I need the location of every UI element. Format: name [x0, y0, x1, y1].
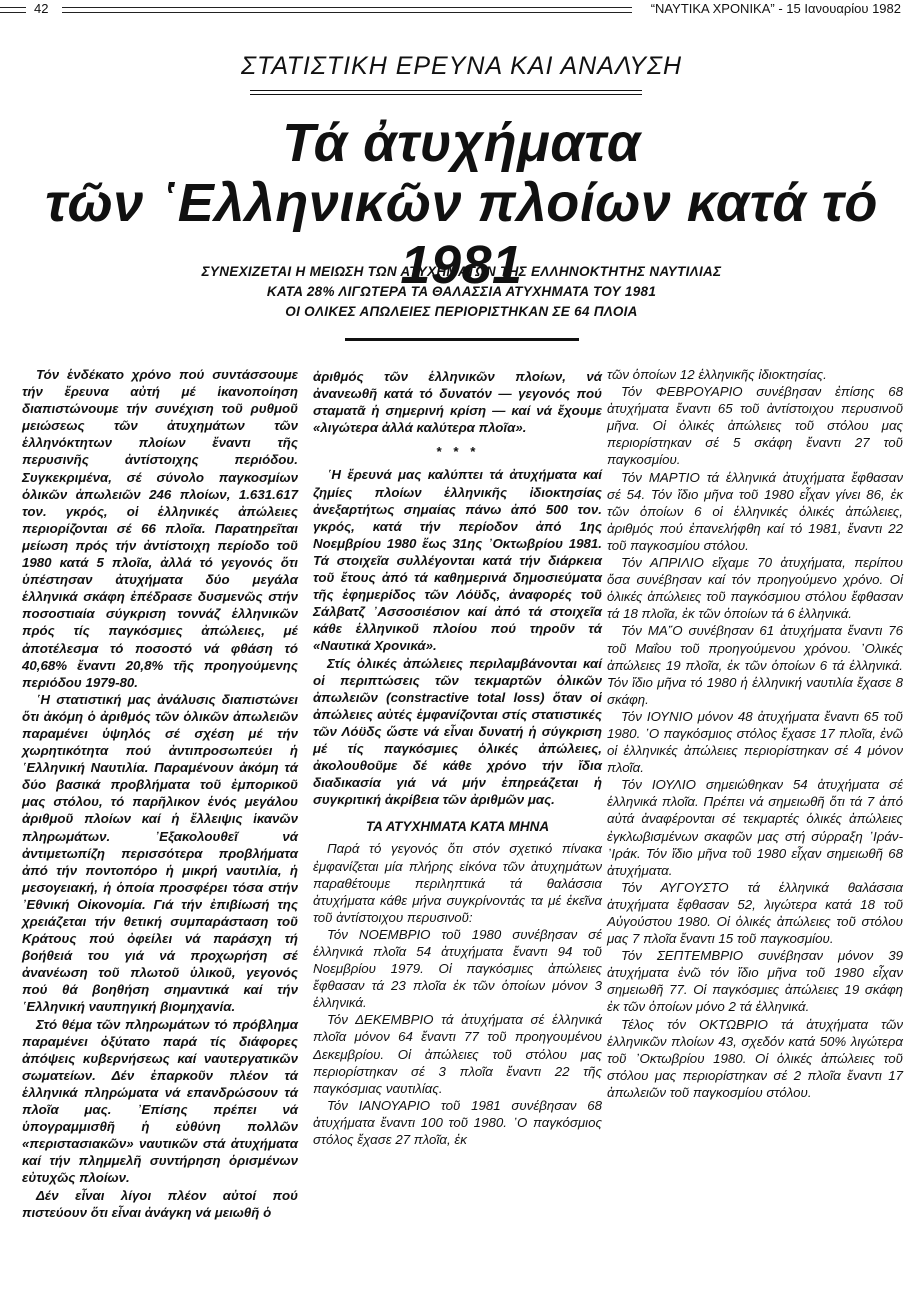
paragraph: Τόν ΝΟΕΜΒΡΙΟ τοῦ 1980 συνέβησαν σέ ἑλληνικά πλοῖα 54 ἀτυχήματα ἔναντι 94 τοῦ Νοεμβρίου 1979. Οἱ παγκόσμιες ἀπώλειες ἔφθασαν τά 23 πλοῖα ἐκ τῶν ὁποίων μόνον 3 ἑλληνικά. [313, 926, 602, 1011]
article-column-2 [313, 368, 602, 1148]
subtitle-line-1: ΣΥΝΕΧΙΖΕΤΑΙ Η ΜΕΙΩΣΗ ΤΩΝ ΑΤΥΧΗΜΑΤΩΝ ΤΗΣ ΕΛΛΗΝΟΚΤΗΤΗΣ ΝΑΥΤΙΛΙΑΣ [201, 264, 722, 279]
monthly-accidents-heading: ΤΑ ΑΤΥΧΗΜΑΤΑ ΚΑΤΑ ΜΗΝΑ [365, 819, 550, 835]
section-rule-1 [250, 90, 642, 91]
publication-line: “ΝΑΥΤΙΚΑ ΧΡΟΝΙΚΑ” - 15 Ιανουαρίου 1982 [650, 1, 901, 16]
paragraph: Στίς ὁλικές ἀπώλειες περιλαμβάνονται καί οἱ περιπτώσεις τῶν τεκμαρτῶν ὁλικῶν ἀπωλειῶν (constractive total loss) ὅταν οἱ ἀπώλειες αὐτές ἐμφανίζονται στίς στατιστικές τῶν Λόϋδς ὥστε νά εἶναι δυνατή ἡ σύγκριση μέ τίς παγκόσμιες ὁλικές ἀπώλειες, ἀκολουθοῦμε δέ κάθε χρόνο τήν ἴδια διαδικασία γιά νά μήν ἐπηρεάζεται ἡ συγκριτική ἀκρίβεια τῶν ἀριθμῶν μας. [313, 655, 602, 808]
paragraph: Τόν ΙΟΥΛΙΟ σημειώθηκαν 54 ἀτυχήματα σέ ἑλληνικά πλοῖα. Πρέπει νά σημειωθῆ ὅτι τά 7 ἀπό αὐτά ἀναφέρονται σέ τεκμαρτές ὁλικές ἀπώλειες ἐγκλωβισμένων σκαφῶν μας στή σύρραξη ᾽Ιράν-᾽Ιράκ. Τόν ἴδιο μῆνα τοῦ 1980 εἶχαν σημειωθῆ 68 ἀτυχήματα. [607, 777, 903, 878]
paragraph: Τόν ΑΥΓΟΥΣΤΟ τά ἑλληνικά θαλάσσια ἀτυχήματα ἔφθασαν 52, λιγώτερα κατά 18 τοῦ Αὐγούστου 1980. Οἱ ὁλικές ἀπώλειες τοῦ στόλου μας 7 πλοῖα ἔναντι 15 τοῦ παγκοσμίου. [607, 879, 903, 947]
headline-line-2: τῶν ῾Ελληνικῶν πλοίων κατά τό 1981 [45, 173, 878, 295]
separator-bar [345, 338, 579, 341]
subtitle-line-3: ΟΙ ΟΛΙΚΕΣ ΑΠΩΛΕΙΕΣ ΠΕΡΙΟΡΙΣΤΗΚΑΝ ΣΕ 64 ΠΛΟΙΑ [285, 304, 638, 319]
paragraph: Δέν εἶναι λίγοι πλέον αὐτοί πού πιστεύουν ὅτι εἶναι ἀνάγκη νά μειωθῆ ὁ [22, 1187, 298, 1220]
subtitle-line-2: ΚΑΤΑ 28% ΛΙΓΩΤΕΡΑ ΤΑ ΘΑΛΑΣΣΙΑ ΑΤΥΧΗΜΑΤΑ ΤΟΥ 1981 [266, 284, 657, 299]
paragraph: Τόν ΔΕΚΕΜΒΡΙΟ τά ἀτυχήματα σέ ἑλληνικά πλοῖα μόνον 64 ἔναντι 77 τοῦ προηγουμένου Δεκεμβρίου. Οἱ ἀπώλειες τοῦ στόλου μας περιορίστηκαν σέ 3 πλοῖα ἔναντι 22 τῆς παγκόσμιας ναυτιλίας. [313, 1012, 602, 1096]
page-number: 42 [34, 1, 49, 16]
section-stars: * * * [436, 444, 479, 460]
page-header [0, 0, 923, 20]
paragraph: Τέλος τόν ΟΚΤΩΒΡΙΟ τά ἀτυχήματα τῶν ἑλληνικῶν πλοίων 43, σχεδόν κατά 50% λιγώτερα τοῦ ᾽Οκτωβρίου 1980. Οἱ ὁλικές ἀπώλειες τοῦ στόλου μας περιορίστηκαν σέ 2 πλοῖα ἔναντι 17 ἀπωλειῶν τοῦ παγκοσμίου στόλου. [607, 1016, 903, 1100]
paragraph: Τόν ΜΑΡΤΙΟ τά ἑλληνικά ἀτυχήματα ἔφθασαν σέ 54. Τόν ἴδιο μῆνα τοῦ 1980 εἶχαν γίνει 86, ἐκ τῶν ὁποίων 6 οἱ ἑλληνικές ὁλικές ἀπώλειες, ἀριθμός πού ἐπανελήφθη καί τό 1981, ἔναντι 22 τοῦ παγκοσμίου στόλου. [607, 469, 903, 553]
paragraph: Τόν ΙΑΝΟΥΑΡΙΟ τοῦ 1981 συνέβησαν 68 ἀτυχήματα ἔναντι 100 τοῦ 1980. ᾽Ο παγκόσμιος στόλος ἔχασε 27 πλοῖα, ἐκ [313, 1097, 602, 1148]
paragraph: ῾Η στατιστική μας ἀνάλυσις διαπιστώνει ὅτι ἀκόμη ὁ ἀριθμός τῶν ὁλικῶν ἀπωλειῶν παραμένει ὑψηλός σέ σχέση μέ τήν χωρητικότητα πού ἀντιπροσωπεύει ἡ ῾Ελληνική Ναυτιλία. Παραμένουν ἀκόμη τά δύο βασικά προβλήματα τοῦ ἐμπορικοῦ μας στόλου, τό παρῆλικον ἑνός μεγάλου ἀριθμοῦ πλοίων καί ἡ ἔλλειψις ἱκανῶν πληρωμάτων. ᾽Εξακολουθεῖ νά ἀντιμετωπίζη περισσότερα προβλήματα ἀπό τήν ποντοπόρο ἡ μικρή ναυτιλία, ἡ μεσογειακή, ἡ ὁποία προσφέρει τόσα στήν ᾽Εθνική Οἰκονομία. Γιά τήν ἐπιβίωσή της χρειάζεται τήν θετική συμπαράσταση τοῦ Κράτους πού ὀφείλει νά παράσχη τή βοήθειά του γιά νά προχωρήση σέ ἀνανέωση τοῦ πλωτοῦ ὑλικοῦ, γεγονός πού θά βοηθήση σημαντικά καί τήν ῾Ελληνική ναυπηγική βιομηχανία. [22, 691, 298, 1015]
paragraph: Τόν ΑΠΡΙΛΙΟ εἴχαμε 70 ἀτυχήματα, περίπου ὅσα συνέβησαν καί τόν προηγούμενο χρόνο. Οἱ ὁλικές ἀπώλειες τοῦ παγκόσμιου στόλου ἔφθασαν τά 18 πλοῖα, ἐκ τῶν ὁποίων τά 6 ἑλληνικά. [607, 555, 903, 622]
paragraph: ἀριθμός τῶν ἑλληνικῶν πλοίων, νά ἀνανεωθῆ κατά τό δυνατόν — γεγονός πού σταματᾶ ἡ σημερινή κρίση — καί νά ἔχουμε «λιγώτερα ἀλλά καλύτερα πλοῖα». [313, 369, 602, 436]
headline-line-1: Τά ἀτυχήματα [282, 113, 641, 173]
paragraph: Παρά τό γεγονός ὅτι στόν σχετικό πίνακα ἐμφανίζεται μία πλήρης εἰκόνα τῶν ἀτυχημάτων παραθέτουμε περιληπτικά τά θαλάσσια ἀτυχήματα κάθε μήνα συγκρίνοντάς τα μέ ἐκεῖνα τοῦ ἀντίστοιχου περυσινοῦ: [313, 841, 602, 925]
paragraph: τῶν ὁποίων 12 ἑλληνικῆς ἰδιοκτησίας. [607, 367, 827, 382]
paragraph: Τόν ΦΕΒΡΟΥΑΡΙΟ συνέβησαν ἐπίσης 68 ἀτυχήματα ἔναντι 65 τοῦ ἀντίστοιχου περυσινοῦ μῆνα. Οἱ ὁλικές ἀπώλειες τοῦ στόλου μας περιορίστηκαν σέ 5 σκάφη ἔναντι 27 τοῦ παγκοσμίου. [607, 384, 903, 468]
paragraph: Τόν ἑνδέκατο χρόνο πού συντάσσουμε τήν ἔρευνα αὐτή μέ ἱκανοποίηση διαπιστώνουμε τήν συνέχιση τοῦ ρυθμοῦ μειώσεως τῶν ἀτυχημάτων τῶν ἑλληνόκτητων πλοίων ἔναντι τῆς περυσινῆς ἀντίστοιχης περιόδου. Συγκεκριμένα, σέ σύνολο παγκοσμίων ὁλικῶν ἀπωλειῶν 246 πλοίων, 1.631.617 τον. γκρός, οἱ ἑλληνικές ἀπώλειες περιορίζονται σέ 66 πλοῖα. Παρατηρεῖται μείωση πρός τήν ἀντίστοιχη περίοδο τοῦ 1980 κατά 5 πλοῖα, ἀλλά τό γεγονός ὅτι ὑπέστησαν ἀτυχήματα δύο μεγάλα ἑλληνικά σκάφη ἐπέδρασε δυσμενῶς στήν ποσοστιαία σύγκριση τοννάζ ἑλληνικῶν πρός τίς παγκόσμιες ἀπώλειες, μέ ἀποτέλεσμα τό ποσοστό νά φθάση τό 40,68% ἔναντι 20,8% τῆς προηγούμενης περιόδου 1979-80. [22, 367, 298, 690]
header-rule-left [0, 7, 26, 13]
paragraph: Στό θέμα τῶν πληρωμάτων τό πρόβλημα παραμένει ὀξύτατο παρά τίς διάφορες ἀπόψεις κυβερνήσεως καί ναυτεργατικῶν σωματείων. Δέν ἐπαρκοῦν πλέον τά ἑλληνικά πληρώματα νά επανδρώσουν τά πλοῖα μας. ᾽Επίσης πρέπει νά ὑπογραμμισθῆ ἡ εὐθύνη πολλῶν «περιστασιακῶν» ναυτικῶν στά ἀτυχήματα καί τήν πλημμελῆ συντήρηση ὁρισμένων εὐτυχῶς πλοίων. [22, 1016, 298, 1186]
paragraph: ῾Η ἔρευνά μας καλύπτει τά ἀτυχήματα καί ζημίες πλοίων ἑλληνικῆς ἰδιοκτησίας ἀνεξαρτήτως σημαίας πάνω ἀπό 500 τον. γκρός, κατά τήν περίοδον ἀπό 1ης Νοεμβρίου 1980 ἕως 31ης ᾽Οκτωβρίου 1981. Τά στοιχεῖα συλλέγονται κατά τήν διάρκεια τοῦ ἔτους ἀπό τά καθημερινά δημοσιεύματα τῆς ἐφημερίδος τῶν Λόϋδς, ἀναφορές τοῦ Σάλβατζ ᾽Ασσοσιέσιον καί ἀπό τά στοιχεῖα κάθε ἑλληνικοῦ πλοίου πού τηροῦν τά «Ναυτικά Χρονικά». [313, 467, 602, 654]
header-rule-middle [62, 7, 632, 13]
article-column-1 [22, 366, 298, 1221]
article-column-3 [607, 366, 903, 1101]
paragraph: Τόν ΣΕΠΤΕΜΒΡΙΟ συνέβησαν μόνον 39 ἀτυχήματα ἐνῶ τόν ἴδιο μῆνα τοῦ 1980 εἶχαν σημειωθῆ 77. Οἱ παγκόσμιες ἀπώλειες 19 σκάφη ἐκ τῶν ὁποίων μόνο 2 τά ἑλληνικά. [607, 948, 903, 1015]
section-label: ΣΤΑΤΙΣΤΙΚΗ ΕΡΕΥΝΑ ΚΑΙ ΑΝΑΛΥΣΗ [240, 52, 683, 80]
section-rule-2 [250, 94, 642, 95]
paragraph: Τόν ΙΟΥΝΙΟ μόνον 48 ἀτυχήματα ἔναντι 65 τοῦ 1980. ᾽Ο παγκόσμιος στόλος ἔχασε 17 πλοῖα, ἐνῶ οἱ ἑλληνικές ἀπώλειες περιορίστηκαν σέ 4 μόνον πλοῖα. [607, 708, 903, 776]
paragraph: Τόν ΜΑ῎Ο συνέβησαν 61 ἀτυχήματα ἔναντι 76 τοῦ Μαΐου τοῦ προηγούμενου χρόνου. ᾽Ολικές ἀπώλειες 19 πλοῖα, ἐκ τῶν ὁποίων 6 τά ἑλληνικά. Τόν ἴδιο μῆνα τό 1980 ἡ ἑλληνική ναυτιλία ἔχασε 8 σκάφη. [607, 623, 903, 707]
